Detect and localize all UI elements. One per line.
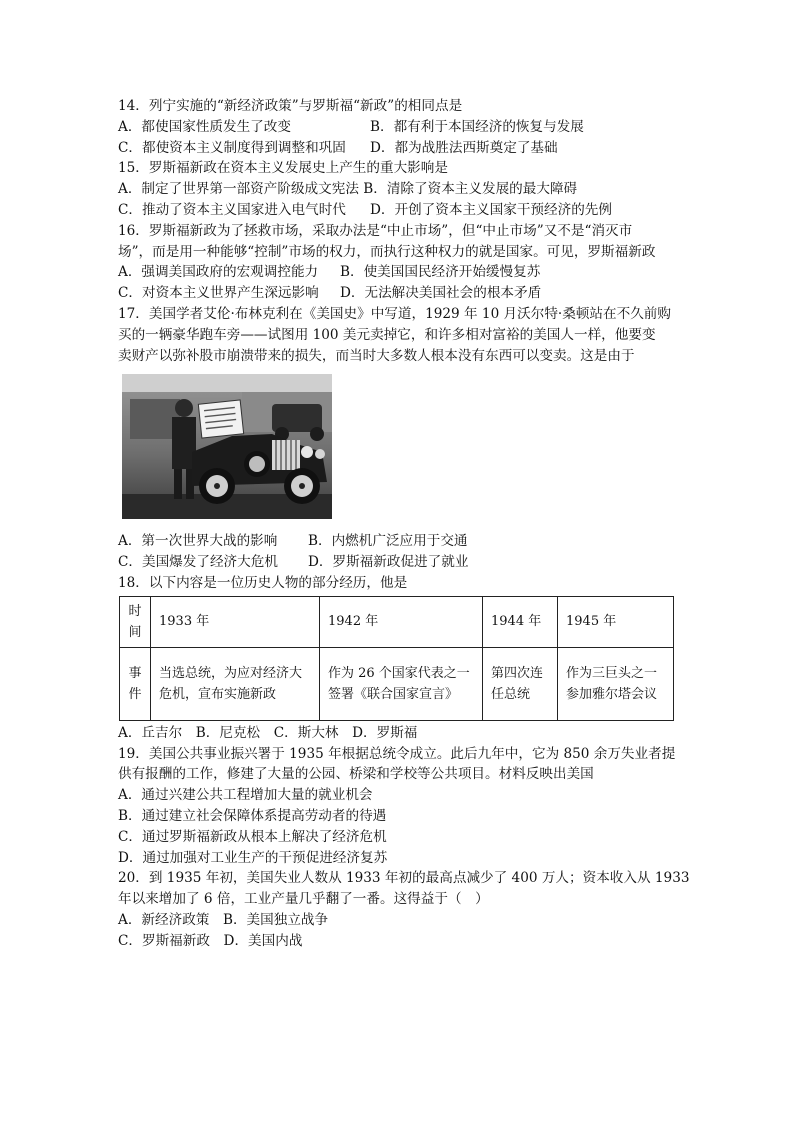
q17-stem-line2: 买的一辆豪华跑车旁——试图用 100 美元卖掉它，和许多相对富裕的美国人一样，他要变	[118, 326, 656, 343]
table-year-cell: 1942 年	[320, 596, 483, 647]
q15-stem: 15．罗斯福新政在资本主义发展史上产生的重大影响是	[118, 160, 448, 177]
q17-options-ab	[118, 531, 678, 552]
q17-option-b: B．内燃机广泛应用于交通	[308, 533, 468, 550]
q16-options-ab	[118, 262, 678, 283]
q19-option-c: C．通过罗斯福新政从根本上解决了经济危机	[118, 828, 387, 845]
q17-option-a: A．第一次世界大战的影响	[118, 533, 278, 550]
table-header-time: 时间	[120, 596, 151, 647]
table-header-event: 事件	[120, 647, 151, 720]
table-event-cell: 作为三巨头之一参加雅尔塔会议	[558, 647, 674, 720]
car-photo-illustration	[122, 374, 332, 519]
q15-option-c: C．推动了资本主义国家进入电气时代	[118, 201, 346, 218]
q14-options-ab	[118, 117, 678, 138]
vintage-car-photo	[122, 374, 332, 519]
q19-option-a: A．通过兴建公共工程增加大量的就业机会	[118, 787, 373, 804]
q16-option-b: B．使美国国民经济开始缓慢复苏	[340, 264, 541, 281]
table-year-cell: 1944 年	[483, 596, 558, 647]
q14-option-b: B．都有利于本国经济的恢复与发展	[370, 118, 584, 135]
q15-option-d: D．开创了资本主义国家干预经济的先例	[370, 201, 612, 218]
q16-stem-line1: 16．罗斯福新政为了拯救市场，采取办法是“中止市场”，但“中止市场”又不是“消灭市	[118, 222, 633, 239]
exam-page	[118, 96, 690, 952]
q14-stem: 14．列宁实施的“新经济政策”与罗斯福“新政”的相同点是	[118, 98, 463, 114]
q18-stem: 18．以下内容是一位历史人物的部分经历，他是	[118, 574, 408, 591]
q19-option-b: B．通过建立社会保障体系提高劳动者的待遇	[118, 807, 387, 824]
q15-options-ab: A．制定了世界第一部资产阶级成文宪法 B．清除了资本主义发展的最大障碍	[118, 181, 578, 198]
q17-option-c: C．美国爆发了经济大危机	[118, 554, 278, 571]
q17-options-cd	[118, 552, 678, 573]
table-row-events	[120, 647, 674, 720]
table-year-cell: 1945 年	[558, 596, 674, 647]
q20-stem-line2: 年以来增加了 6 倍，工业产量几乎翻了一番。这得益于（ ）	[118, 891, 489, 908]
q17-option-d: D．罗斯福新政促进了就业	[308, 554, 469, 571]
q16-stem-line2: 场”，而是用一种能够“控制”市场的权力，而执行这种权力的就是国家。可见，罗斯福新政	[118, 243, 656, 260]
q20-options-ab: A．新经济政策 B．美国独立战争	[118, 911, 329, 928]
q14-option-c: C．都使资本主义制度得到调整和巩固	[118, 139, 346, 156]
q14-options-cd	[118, 138, 678, 159]
table-event-cell: 第四次连任总统	[483, 647, 558, 720]
q17-stem-line3: 卖财产以弥补股市崩溃带来的损失，而当时大多数人根本没有东西可以变卖。这是由于	[118, 347, 635, 364]
q19-stem-line2: 供有报酬的工作，修建了大量的公园、桥梁和学校等公共项目。材料反映出美国	[118, 766, 594, 783]
table-event-cell: 作为 26 个国家代表之一签署《联合国家宣言》	[320, 647, 483, 720]
q17-stem-line1: 17．美国学者艾伦·布林克利在《美国史》中写道，1929 年 10 月沃尔特·桑顿站在不久前购	[118, 305, 671, 322]
q20-stem-line1: 20．到 1935 年初，美国失业人数从 1933 年初的最高点减少了 400 万人；资本收入从 1933	[118, 870, 690, 887]
q14-option-a: A．都使国家性质发生了改变	[118, 118, 291, 135]
q18-options: A．丘吉尔 B．尼克松 C．斯大林 D．罗斯福	[118, 724, 418, 741]
q18-timeline-table	[119, 596, 674, 721]
q19-stem-line1: 19．美国公共事业振兴署于 1935 年根据总统令成立。此后九年中，它为 850 余万失业者提	[118, 745, 676, 762]
q16-option-c: C．对资本主义世界产生深远影响	[118, 285, 319, 302]
q19-option-d: D．通过加强对工业生产的干预促进经济复苏	[118, 849, 388, 866]
q14-option-d: D．都为战胜法西斯奠定了基础	[370, 139, 558, 156]
q16-option-d: D．无法解决美国社会的根本矛盾	[340, 285, 542, 302]
q15-options-cd	[118, 200, 678, 221]
table-row-years	[120, 596, 674, 647]
q16-options-cd	[118, 283, 678, 304]
table-year-cell: 1933 年	[151, 596, 320, 647]
q20-options-cd: C．罗斯福新政 D．美国内战	[118, 932, 303, 949]
q16-option-a: A．强调美国政府的宏观调控能力	[118, 264, 319, 281]
table-event-cell: 当选总统，为应对经济大危机，宣布实施新政	[151, 647, 320, 720]
